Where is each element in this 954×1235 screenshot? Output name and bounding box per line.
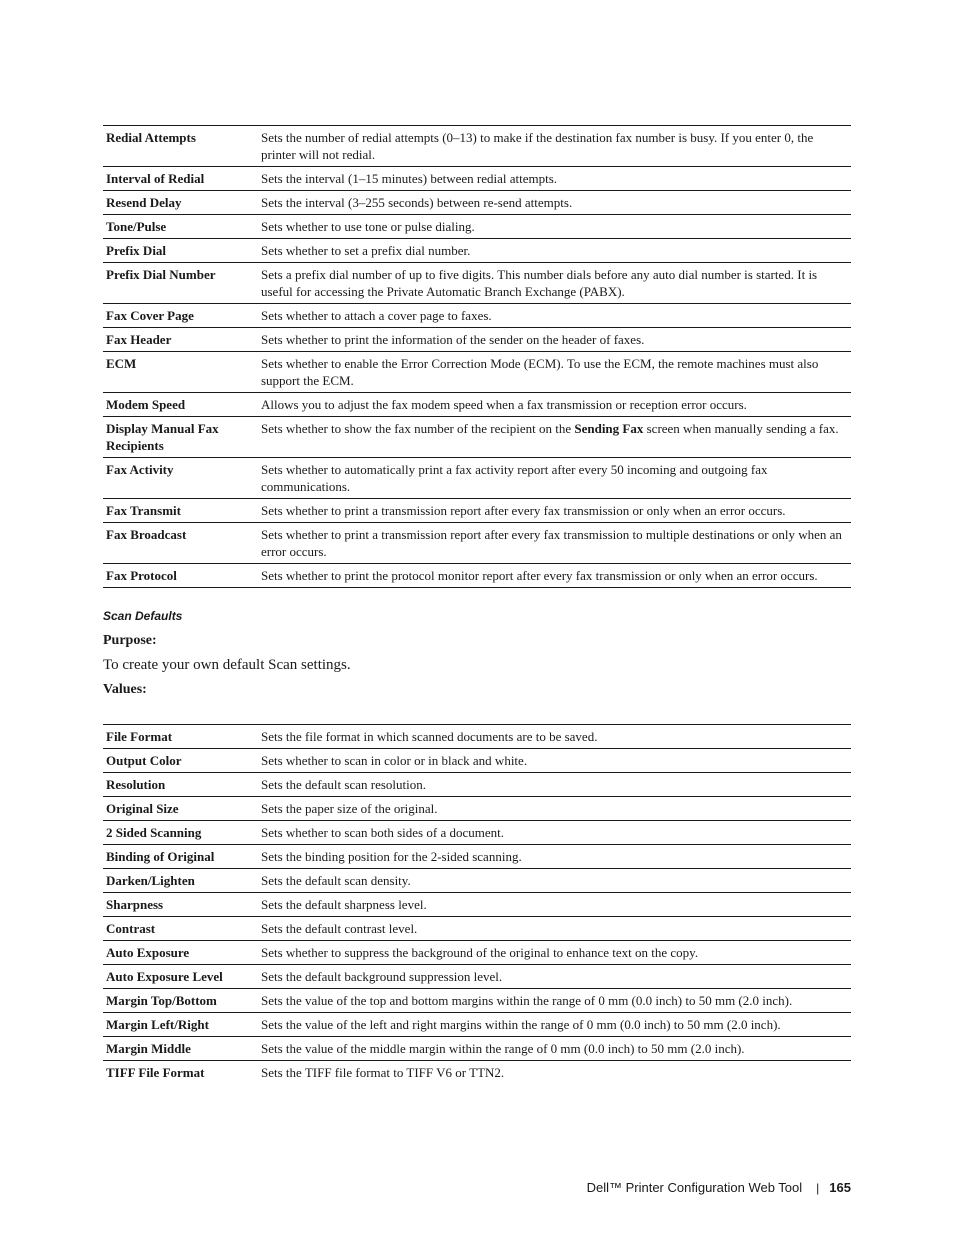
setting-name: Margin Left/Right [103,1013,255,1037]
table-row [103,1013,851,1037]
description-text: Sets whether to show the fax number of the recipient on the [261,421,575,436]
setting-description: Sets whether to suppress the background of the original to enhance text on the copy. [255,941,851,965]
setting-name: Prefix Dial Number [103,263,255,304]
setting-name: Binding of Original [103,845,255,869]
table-row [103,564,851,588]
setting-name: Fax Broadcast [103,523,255,564]
setting-name: Resolution [103,773,255,797]
table-row [103,417,851,458]
setting-name: Darken/Lighten [103,869,255,893]
table-row [103,797,851,821]
setting-description: Sets the interval (1–15 minutes) between redial attempts. [255,167,851,191]
setting-name: Original Size [103,797,255,821]
footer-title: Dell™ Printer Configuration Web Tool [586,1180,803,1195]
setting-description: Sets whether to attach a cover page to faxes. [255,304,851,328]
setting-name: Output Color [103,749,255,773]
purpose-text: To create your own default Scan settings. [103,657,351,673]
table-row [103,869,851,893]
page-footer [587,1180,851,1195]
setting-name: Interval of Redial [103,167,255,191]
setting-name: Fax Header [103,328,255,352]
values-label: Values: [103,682,147,697]
table-row [103,328,851,352]
table-row [103,263,851,304]
setting-name: Fax Cover Page [103,304,255,328]
setting-name: Resend Delay [103,191,255,215]
setting-description: Sets whether to scan in color or in black and white. [255,749,851,773]
setting-name: Prefix Dial [103,239,255,263]
setting-name: Fax Activity [103,458,255,499]
setting-description: Sets the paper size of the original. [255,797,851,821]
setting-name: Modem Speed [103,393,255,417]
setting-description: Sets a prefix dial number of up to five digits. This number dials before any auto dial number is started. It is useful for accessing the Private Automatic Branch Exchange (PABX). [255,263,851,304]
setting-description: Sets the TIFF file format to TIFF V6 or TTN2. [261,1065,505,1080]
table-row [103,917,851,941]
description-text: screen when manually sending a fax. [643,421,839,436]
table-row [103,1037,851,1061]
setting-description: Sets whether to print the information of the sender on the header of faxes. [255,328,851,352]
table-row [103,1061,851,1085]
setting-description: Sets the value of the top and bottom margins within the range of 0 mm (0.0 inch) to 50 mm (2.0 inch). [255,989,851,1013]
setting-description: Sets the value of the left and right margins within the range of 0 mm (0.0 inch) to 50 mm (2.0 inch). [255,1013,851,1037]
footer-separator: | [816,1180,820,1195]
setting-name: TIFF File Format [106,1065,205,1080]
table-row [103,393,851,417]
table-row [103,821,851,845]
table-row [103,523,851,564]
table-row [103,167,851,191]
setting-description: Sets the interval (3–255 seconds) between re-send attempts. [255,191,851,215]
setting-name: ECM [103,352,255,393]
table-row [103,749,851,773]
fax-settings-table [103,125,851,588]
setting-name: Margin Top/Bottom [103,989,255,1013]
purpose-label: Purpose: [103,633,157,648]
setting-description: Sets whether to print a transmission report after every fax transmission or only when an error occurs. [255,499,851,523]
table-row [103,941,851,965]
setting-description: Sets the default scan resolution. [255,773,851,797]
setting-name: File Format [103,725,255,749]
setting-description: Sets whether to automatically print a fax activity report after every 50 incoming and outgoing fax communications. [255,458,851,499]
setting-name: 2 Sided Scanning [103,821,255,845]
setting-name: Auto Exposure [103,941,255,965]
setting-name: Contrast [103,917,255,941]
setting-name: Sharpness [103,893,255,917]
table-row [103,499,851,523]
table-row [103,352,851,393]
sending-fax-screen-name: Sending Fax [574,421,644,436]
setting-description: Sets the file format in which scanned documents are to be saved. [255,725,851,749]
setting-description: Sets the value of the middle margin within the range of 0 mm (0.0 inch) to 50 mm (2.0 inch). [255,1037,851,1061]
table-row [103,845,851,869]
section-heading: Scan Defaults [103,609,183,623]
setting-name: Redial Attempts [103,126,255,167]
setting-description: Sets the binding position for the 2-sided scanning. [255,845,851,869]
setting-description: Sets the number of redial attempts (0–13) to make if the destination fax number is busy. If you enter 0, the printer will not redial. [255,126,851,167]
table-row [103,239,851,263]
setting-name: Fax Transmit [103,499,255,523]
setting-description [255,417,851,458]
table-row [103,304,851,328]
setting-description: Sets whether to scan both sides of a document. [255,821,851,845]
page-number: 165 [829,1180,851,1195]
table-row [103,989,851,1013]
table-row [103,965,851,989]
table-row [103,191,851,215]
scan-settings-table [103,724,851,1084]
setting-description: Sets the default contrast level. [255,917,851,941]
table-row [103,458,851,499]
setting-name: Fax Protocol [103,564,255,588]
setting-description: Sets whether to print the protocol monitor report after every fax transmission or only when an error occurs. [255,564,851,588]
setting-description: Sets whether to enable the Error Correction Mode (ECM). To use the ECM, the remote machines must also support the ECM. [255,352,851,393]
setting-description: Sets the default background suppression level. [255,965,851,989]
setting-name: Margin Middle [103,1037,255,1061]
table-row [103,215,851,239]
setting-description: Sets whether to print a transmission report after every fax transmission to multiple destinations or only when an error occurs. [255,523,851,564]
table-row [103,893,851,917]
setting-name: Auto Exposure Level [103,965,255,989]
setting-description: Sets whether to use tone or pulse dialing. [255,215,851,239]
table-row [103,773,851,797]
setting-description: Sets whether to set a prefix dial number. [255,239,851,263]
setting-description: Allows you to adjust the fax modem speed when a fax transmission or reception error occurs. [255,393,851,417]
setting-name: Display Manual Fax Recipients [103,417,255,458]
table-row [103,725,851,749]
setting-name: Tone/Pulse [103,215,255,239]
setting-description: Sets the default scan density. [255,869,851,893]
setting-description: Sets the default sharpness level. [255,893,851,917]
table-row [103,126,851,167]
